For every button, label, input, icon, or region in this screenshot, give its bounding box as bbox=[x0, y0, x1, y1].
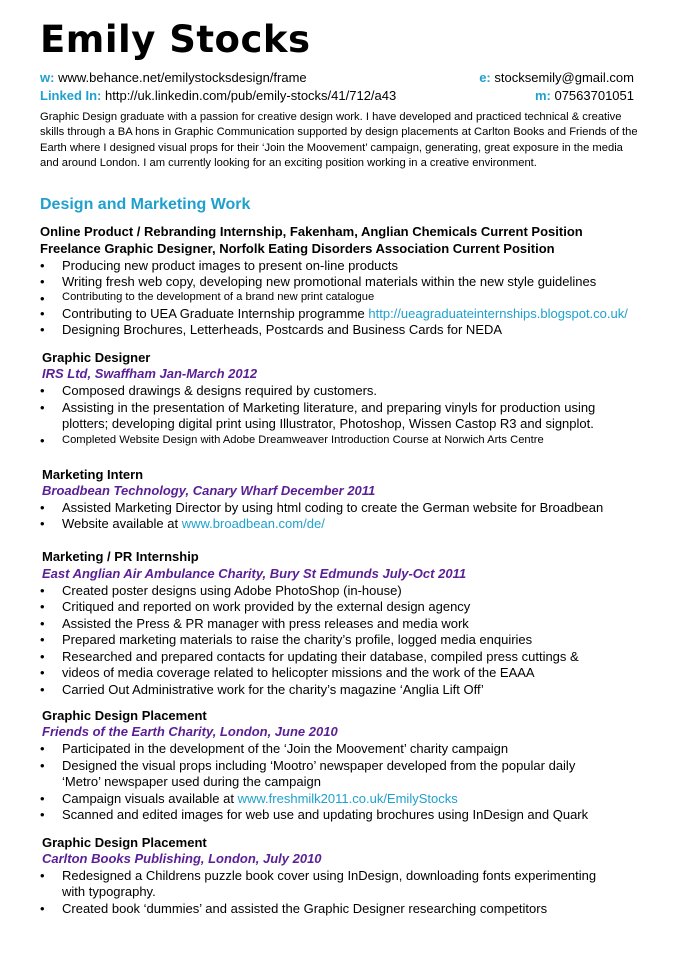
email-link[interactable]: stocksemily@gmail.com bbox=[494, 70, 634, 85]
list-item bbox=[62, 516, 325, 531]
uea-internships-link[interactable]: http://ueagraduateinternships.blogspot.co.uk/ bbox=[368, 306, 628, 321]
bullet-icon: • bbox=[40, 665, 45, 680]
bullet-icon: • bbox=[40, 274, 45, 289]
list-item: Designing Brochures, Letterheads, Postcards and Business Cards for NEDA bbox=[62, 322, 503, 337]
job-company: Broadbean Technology, Canary Wharf December 2011 bbox=[42, 483, 376, 498]
job-title: Graphic Design Placement bbox=[42, 708, 207, 723]
bullet-icon: • bbox=[40, 400, 45, 415]
bullet-icon: • bbox=[40, 807, 45, 822]
bullet-icon: • bbox=[40, 433, 45, 448]
list-item: Critiqued and reported on work provided by the external design agency bbox=[62, 599, 471, 614]
bullet-icon: • bbox=[40, 632, 45, 647]
list-item: Completed Website Design with Adobe Dreamweaver Introduction Course at Norwich Arts Centre bbox=[62, 434, 544, 446]
list-item: Participated in the development of the ‘Join the Moovement’ charity campaign bbox=[62, 741, 509, 756]
bullet-icon: • bbox=[40, 258, 45, 273]
bullet-icon: • bbox=[40, 383, 45, 398]
job-title: Marketing / PR Internship bbox=[42, 549, 199, 564]
list-item-text: Campaign visuals available at bbox=[62, 791, 238, 806]
bullet-icon: • bbox=[40, 500, 45, 515]
linkedin-link[interactable]: http://uk.linkedin.com/pub/emily-stocks/41/712/a43 bbox=[105, 88, 397, 103]
current-position-1: Online Product / Rebranding Internship, Fakenham, Anglian Chemicals Current Position bbox=[40, 224, 583, 239]
website-label: w: bbox=[40, 70, 55, 85]
personal-summary: Graphic Design graduate with a passion for creative design work. I have developed and practiced technical & creative skills through a BA hons in Graphic Communication supported by design placements at Carlton Books and Friends of the Earth where I designed visual props for their ‘Join the Moovement’ campaign, generating, great exposure in the media and around London. I am currently looking for an exciting position working in a creative environment. bbox=[40, 111, 638, 170]
mobile-line bbox=[535, 87, 634, 105]
list-item-text: Contributing to UEA Graduate Internship programme bbox=[62, 306, 369, 321]
list-item: Assisted Marketing Director by using html coding to create the German website for Broadbean bbox=[62, 500, 604, 515]
list-item bbox=[62, 791, 458, 806]
broadbean-link[interactable]: www.broadbean.com/de/ bbox=[181, 516, 325, 531]
job-title: Marketing Intern bbox=[42, 467, 144, 482]
list-item: Researched and prepared contacts for updating their database, compiled press cuttings & bbox=[62, 649, 579, 664]
linkedin-label: Linked In: bbox=[40, 88, 102, 103]
list-item: videos of media coverage related to helicopter missions and the work of the EAAA bbox=[62, 665, 535, 680]
job-company: East Anglian Air Ambulance Charity, Bury St Edmunds July-Oct 2011 bbox=[42, 566, 467, 581]
bullet-icon: • bbox=[40, 291, 45, 306]
bullet-icon: • bbox=[40, 306, 45, 321]
list-item: Producing new product images to present on-line products bbox=[62, 258, 399, 273]
job-title: Graphic Designer bbox=[42, 350, 151, 365]
bullet-icon: • bbox=[40, 616, 45, 631]
job-title: Graphic Design Placement bbox=[42, 835, 207, 850]
job-company: Carlton Books Publishing, London, July 2010 bbox=[42, 851, 322, 866]
bullet-icon: • bbox=[40, 758, 45, 773]
bullet-icon: • bbox=[40, 901, 45, 916]
list-item-continued: with typography. bbox=[62, 884, 156, 899]
current-position-2: Freelance Graphic Designer, Norfolk Eating Disorders Association Current Position bbox=[40, 241, 555, 256]
list-item: Created poster designs using Adobe PhotoShop (in-house) bbox=[62, 583, 402, 598]
list-item: Writing fresh web copy, developing new promotional materials within the new style guidelines bbox=[62, 274, 597, 289]
bullet-icon: • bbox=[40, 682, 45, 697]
job-company: IRS Ltd, Swaffham Jan-March 2012 bbox=[42, 366, 258, 381]
email-line bbox=[479, 69, 634, 87]
job-company: Friends of the Earth Charity, London, June 2010 bbox=[42, 724, 338, 739]
list-item: Assisting in the presentation of Marketing literature, and preparing vinyls for production using bbox=[62, 400, 596, 415]
list-item: Prepared marketing materials to raise the charity’s profile, logged media enquiries bbox=[62, 632, 533, 647]
bullet-icon: • bbox=[40, 868, 45, 883]
linkedin-line bbox=[40, 87, 396, 105]
candidate-name: Emily Stocks bbox=[40, 18, 311, 61]
website-link[interactable]: www.behance.net/emilystocksdesign/frame bbox=[58, 70, 307, 85]
list-item: Contributing to the development of a brand new print catalogue bbox=[62, 291, 375, 303]
section-title: Design and Marketing Work bbox=[40, 196, 251, 213]
bullet-icon: • bbox=[40, 741, 45, 756]
list-item bbox=[62, 306, 628, 321]
bullet-icon: • bbox=[40, 583, 45, 598]
list-item-text: Website available at bbox=[62, 516, 182, 531]
bullet-icon: • bbox=[40, 649, 45, 664]
list-item-continued: plotters; developing digital print using Illustrator, Photoshop, Wissen Castop R3 and signplot. bbox=[62, 416, 594, 431]
list-item: Carried Out Administrative work for the charity’s magazine ‘Anglia Lift Off’ bbox=[62, 682, 484, 697]
website-line bbox=[40, 69, 307, 87]
bullet-icon: • bbox=[40, 322, 45, 337]
mobile-number: 07563701051 bbox=[554, 88, 634, 103]
bullet-icon: • bbox=[40, 516, 45, 531]
email-label: e: bbox=[479, 70, 491, 85]
list-item: Scanned and edited images for web use and updating brochures using InDesign and Quark bbox=[62, 807, 589, 822]
mobile-label: m: bbox=[534, 88, 551, 103]
list-item: Composed drawings & designs required by customers. bbox=[62, 383, 378, 398]
bullet-icon: • bbox=[40, 599, 45, 614]
bullet-icon: • bbox=[40, 791, 45, 806]
list-item: Redesigned a Childrens puzzle book cover using InDesign, downloading fonts experimenting bbox=[62, 868, 597, 883]
list-item-continued: ‘Metro’ newspaper used during the campaign bbox=[62, 774, 321, 789]
list-item: Assisted the Press & PR manager with press releases and media work bbox=[62, 616, 469, 631]
freshmilk-link[interactable]: www.freshmilk2011.co.uk/EmilyStocks bbox=[237, 791, 458, 806]
list-item: Designed the visual props including ‘Mootro’ newspaper developed from the popular daily bbox=[62, 758, 576, 773]
list-item: Created book ‘dummies’ and assisted the Graphic Designer researching competitors bbox=[62, 901, 548, 916]
